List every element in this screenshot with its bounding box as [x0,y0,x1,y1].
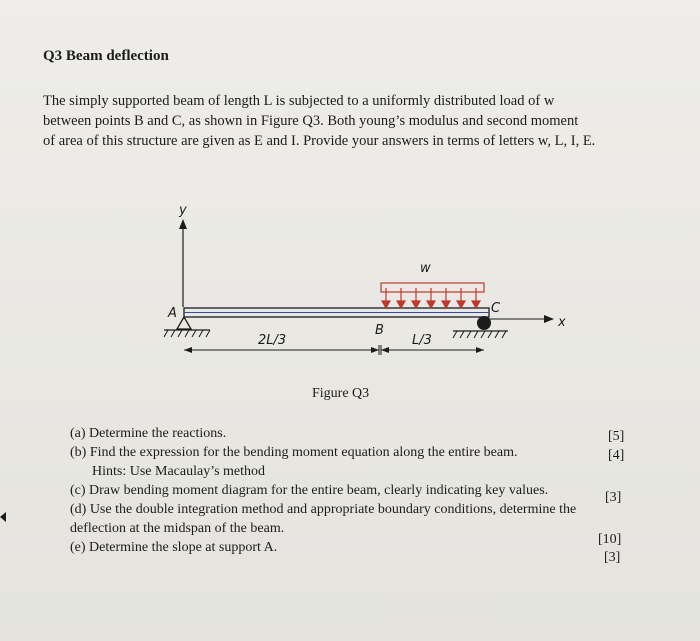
question-b [70,443,630,462]
pin-support-a [177,317,191,329]
edge-pointer-icon [0,512,6,522]
question-a-text: (a) Determine the reactions. [70,426,227,441]
question-d-text-2: deflection at the midspan of the beam. [70,521,285,536]
question-c [70,481,630,500]
span-label-l3: L/3 [412,333,432,348]
beam-figure [150,195,590,365]
point-b-label: B [375,323,384,338]
point-a-label: A [168,306,177,321]
question-list [70,424,630,557]
figure-caption: Figure Q3 [312,386,370,401]
question-d-continued [70,519,630,538]
roller-support-c [477,316,491,330]
load-arrows [382,288,480,308]
span-label-2l3: 2L/3 [258,333,287,348]
question-b-text: (b) Find the expression for the bending moment equation along the entire beam. [70,445,518,460]
marks-a: [5] [608,429,625,444]
x-axis-arrow [544,315,554,323]
distributed-load [381,283,484,292]
question-b-hint [70,462,630,481]
question-title: Q3 Beam deflection [43,48,169,64]
question-e [70,538,630,557]
question-b-hint-text: Hints: Use Macaulay’s method [92,464,266,479]
marks-c: [3] [605,490,622,505]
marks-b: [4] [608,448,625,463]
y-axis-arrow [179,219,187,229]
x-axis-label: x [558,315,566,330]
marks-e: [3] [604,550,621,565]
question-d-text-1: (d) Use the double integration method and appropriate boundary conditions, determine the [70,502,577,517]
question-intro [43,91,643,151]
intro-line-3: of area of this structure are given as E and I. Provide your answers in terms of letters w, L, I, E. [43,133,596,149]
y-axis-label: y [179,203,187,218]
load-label: w [420,261,431,276]
intro-line-2: between points B and C, as shown in Figure Q3. Both young’s modulus and second moment [43,113,579,129]
question-e-text: (e) Determine the slope at support A. [70,540,278,555]
intro-line-1: The simply supported beam of length L is subjected to a uniformly distributed load of w [43,93,555,109]
marks-d: [10] [598,532,622,547]
question-d [70,500,630,519]
question-a [70,424,630,443]
question-c-text: (c) Draw bending moment diagram for the entire beam, clearly indicating key values. [70,483,549,498]
point-c-label: C [491,301,501,316]
